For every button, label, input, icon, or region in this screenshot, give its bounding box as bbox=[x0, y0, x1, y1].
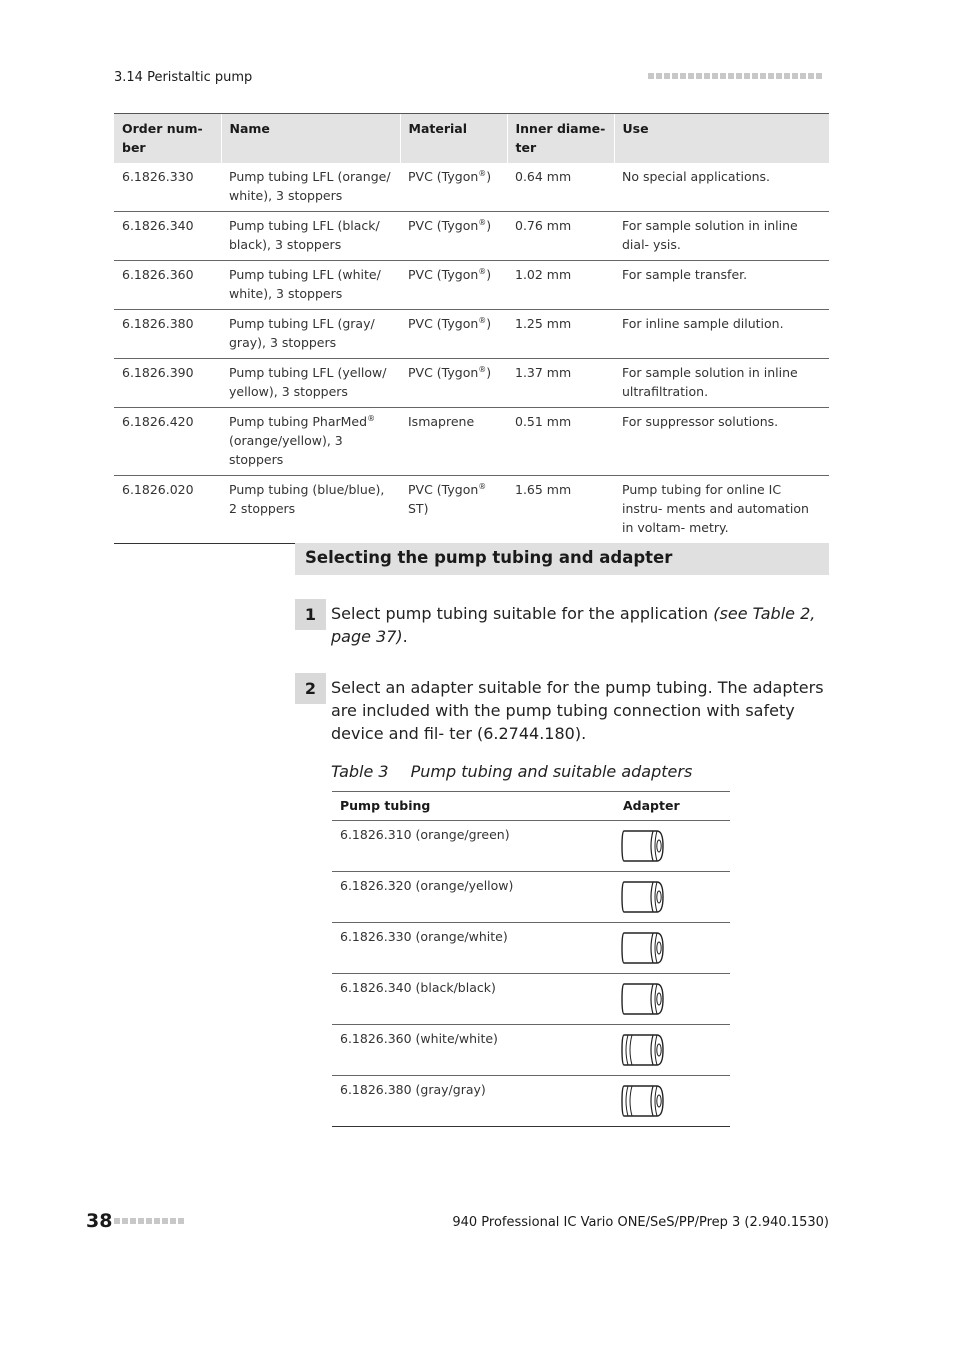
cell-order: 6.1826.380 bbox=[114, 310, 221, 359]
cell-name: Pump tubing LFL (white/ white), 3 stoppers bbox=[221, 261, 400, 310]
cell-material bbox=[400, 261, 507, 310]
cell-name: Pump tubing LFL (gray/ gray), 3 stoppers bbox=[221, 310, 400, 359]
table-row bbox=[114, 476, 829, 544]
material-base: PVC (Tygon bbox=[408, 482, 479, 497]
cell-use: Pump tubing for online IC instru- ments and automation in voltam- metry. bbox=[614, 476, 829, 544]
footer-decoration-dots bbox=[114, 1218, 184, 1224]
cell-name: Pump tubing (blue/blue), 2 stoppers bbox=[221, 476, 400, 544]
cell-material bbox=[400, 359, 507, 408]
col-header-diameter: Inner diame- ter bbox=[507, 114, 614, 163]
cell-material bbox=[400, 212, 507, 261]
table-row bbox=[332, 974, 730, 1025]
cell-order: 6.1826.390 bbox=[114, 359, 221, 408]
cell-use: No special applications. bbox=[614, 163, 829, 212]
material-end: ) bbox=[486, 218, 492, 233]
cell-pump-tubing: 6.1826.380 (gray/gray) bbox=[332, 1076, 615, 1127]
step-1-cross-reference[interactable]: (see Table 2, page 37) bbox=[331, 604, 816, 646]
col-header-pump-tubing: Pump tubing bbox=[332, 792, 615, 821]
adapter-icon bbox=[619, 853, 667, 868]
material-sup: ® bbox=[478, 315, 487, 325]
cell-adapter bbox=[615, 923, 730, 974]
col-header-name: Name bbox=[221, 114, 400, 163]
table-row bbox=[114, 359, 829, 408]
cell-diameter: 1.65 mm bbox=[507, 476, 614, 544]
table-row bbox=[114, 212, 829, 261]
cell-adapter bbox=[615, 1025, 730, 1076]
material-base: PVC (Tygon bbox=[408, 169, 479, 184]
cell-material bbox=[400, 310, 507, 359]
step-1-end: . bbox=[402, 627, 408, 646]
material-sup: ® bbox=[478, 266, 487, 276]
cell-diameter: 0.51 mm bbox=[507, 408, 614, 476]
table-header-row bbox=[114, 114, 829, 163]
table-row bbox=[332, 1076, 730, 1127]
table-row bbox=[114, 261, 829, 310]
material-sup: ® bbox=[478, 168, 487, 178]
caption-title: Pump tubing and suitable adapters bbox=[410, 762, 693, 781]
material-base: PVC (Tygon bbox=[408, 267, 479, 282]
adapter-ribbed-icon bbox=[619, 1108, 667, 1123]
cell-use: For sample solution in inline dial- ysis. bbox=[614, 212, 829, 261]
step-number-1: 1 bbox=[295, 599, 326, 630]
cell-adapter bbox=[615, 821, 730, 872]
adapter-table-header-row bbox=[332, 792, 730, 821]
table-row bbox=[332, 821, 730, 872]
material-base: PVC (Tygon bbox=[408, 365, 479, 380]
cell-pump-tubing: 6.1826.360 (white/white) bbox=[332, 1025, 615, 1076]
cell-diameter: 1.25 mm bbox=[507, 310, 614, 359]
running-header-section: 3.14 Peristaltic pump bbox=[114, 70, 253, 85]
material-base: PVC (Tygon bbox=[408, 316, 479, 331]
col-header-use: Use bbox=[614, 114, 829, 163]
cell-diameter: 0.76 mm bbox=[507, 212, 614, 261]
table-row bbox=[332, 872, 730, 923]
cell-name: Pump tubing LFL (yellow/ yellow), 3 stoppers bbox=[221, 359, 400, 408]
cell-material bbox=[400, 408, 507, 476]
cell-order: 6.1826.420 bbox=[114, 408, 221, 476]
cell-material bbox=[400, 163, 507, 212]
material-base: Ismaprene bbox=[408, 414, 475, 429]
cell-name: Pump tubing PharMed® (orange/yellow), 3 stoppers bbox=[221, 408, 400, 476]
header-decoration-dots bbox=[648, 73, 822, 79]
cell-pump-tubing: 6.1826.310 (orange/green) bbox=[332, 821, 615, 872]
table-row bbox=[114, 310, 829, 359]
material-end: ) bbox=[486, 169, 492, 184]
step-number-2: 2 bbox=[295, 673, 326, 704]
cell-pump-tubing: 6.1826.320 (orange/yellow) bbox=[332, 872, 615, 923]
material-end: ) bbox=[486, 316, 492, 331]
cell-pump-tubing: 6.1826.340 (black/black) bbox=[332, 974, 615, 1025]
cell-order: 6.1826.340 bbox=[114, 212, 221, 261]
material-end: ST) bbox=[408, 501, 429, 516]
cell-name: Pump tubing LFL (black/ black), 3 stoppers bbox=[221, 212, 400, 261]
table-row bbox=[114, 163, 829, 212]
cell-adapter bbox=[615, 1076, 730, 1127]
material-sup: ® bbox=[478, 481, 487, 491]
cell-use: For suppressor solutions. bbox=[614, 408, 829, 476]
cell-diameter: 1.37 mm bbox=[507, 359, 614, 408]
cell-use: For sample transfer. bbox=[614, 261, 829, 310]
cell-order: 6.1826.330 bbox=[114, 163, 221, 212]
col-header-material: Material bbox=[400, 114, 507, 163]
table-caption bbox=[331, 762, 692, 781]
table-row bbox=[332, 923, 730, 974]
cell-name: Pump tubing LFL (orange/ white), 3 stoppers bbox=[221, 163, 400, 212]
material-base: PVC (Tygon bbox=[408, 218, 479, 233]
step-1-instruction: Select pump tubing suitable for the application bbox=[331, 604, 714, 623]
adapter-icon bbox=[619, 904, 667, 919]
section-heading: Selecting the pump tubing and adapter bbox=[295, 543, 829, 575]
cell-diameter: 0.64 mm bbox=[507, 163, 614, 212]
cell-adapter bbox=[615, 974, 730, 1025]
cell-use: For inline sample dilution. bbox=[614, 310, 829, 359]
col-header-adapter: Adapter bbox=[615, 792, 730, 821]
adapter-ribbed-icon bbox=[619, 1057, 667, 1072]
table-row bbox=[332, 1025, 730, 1076]
adapter-icon bbox=[619, 955, 667, 970]
cell-material bbox=[400, 476, 507, 544]
step-text-1 bbox=[331, 602, 829, 648]
adapter-icon bbox=[619, 1006, 667, 1021]
cell-use: For sample solution in inline ultrafiltration. bbox=[614, 359, 829, 408]
table-row bbox=[114, 408, 829, 476]
material-sup: ® bbox=[478, 364, 487, 374]
adapter-table bbox=[332, 791, 730, 1127]
cell-adapter bbox=[615, 872, 730, 923]
material-sup: ® bbox=[478, 217, 487, 227]
cell-pump-tubing: 6.1826.330 (orange/white) bbox=[332, 923, 615, 974]
cell-diameter: 1.02 mm bbox=[507, 261, 614, 310]
page-number: 38 bbox=[86, 1210, 113, 1232]
pump-tubing-table bbox=[114, 114, 829, 544]
caption-label: Table 3 bbox=[331, 762, 389, 781]
cell-order: 6.1826.020 bbox=[114, 476, 221, 544]
col-header-order: Order num- ber bbox=[114, 114, 221, 163]
cell-order: 6.1826.360 bbox=[114, 261, 221, 310]
step-text-2: Select an adapter suitable for the pump tubing. The adapters are included with the pump tubing connection with safety device and fil- ter (6.2744.180). bbox=[331, 678, 824, 743]
footer-product-title: 940 Professional IC Vario ONE/SeS/PP/Prep 3 (2.940.1530) bbox=[452, 1215, 829, 1230]
material-end: ) bbox=[486, 267, 492, 282]
material-end: ) bbox=[486, 365, 492, 380]
